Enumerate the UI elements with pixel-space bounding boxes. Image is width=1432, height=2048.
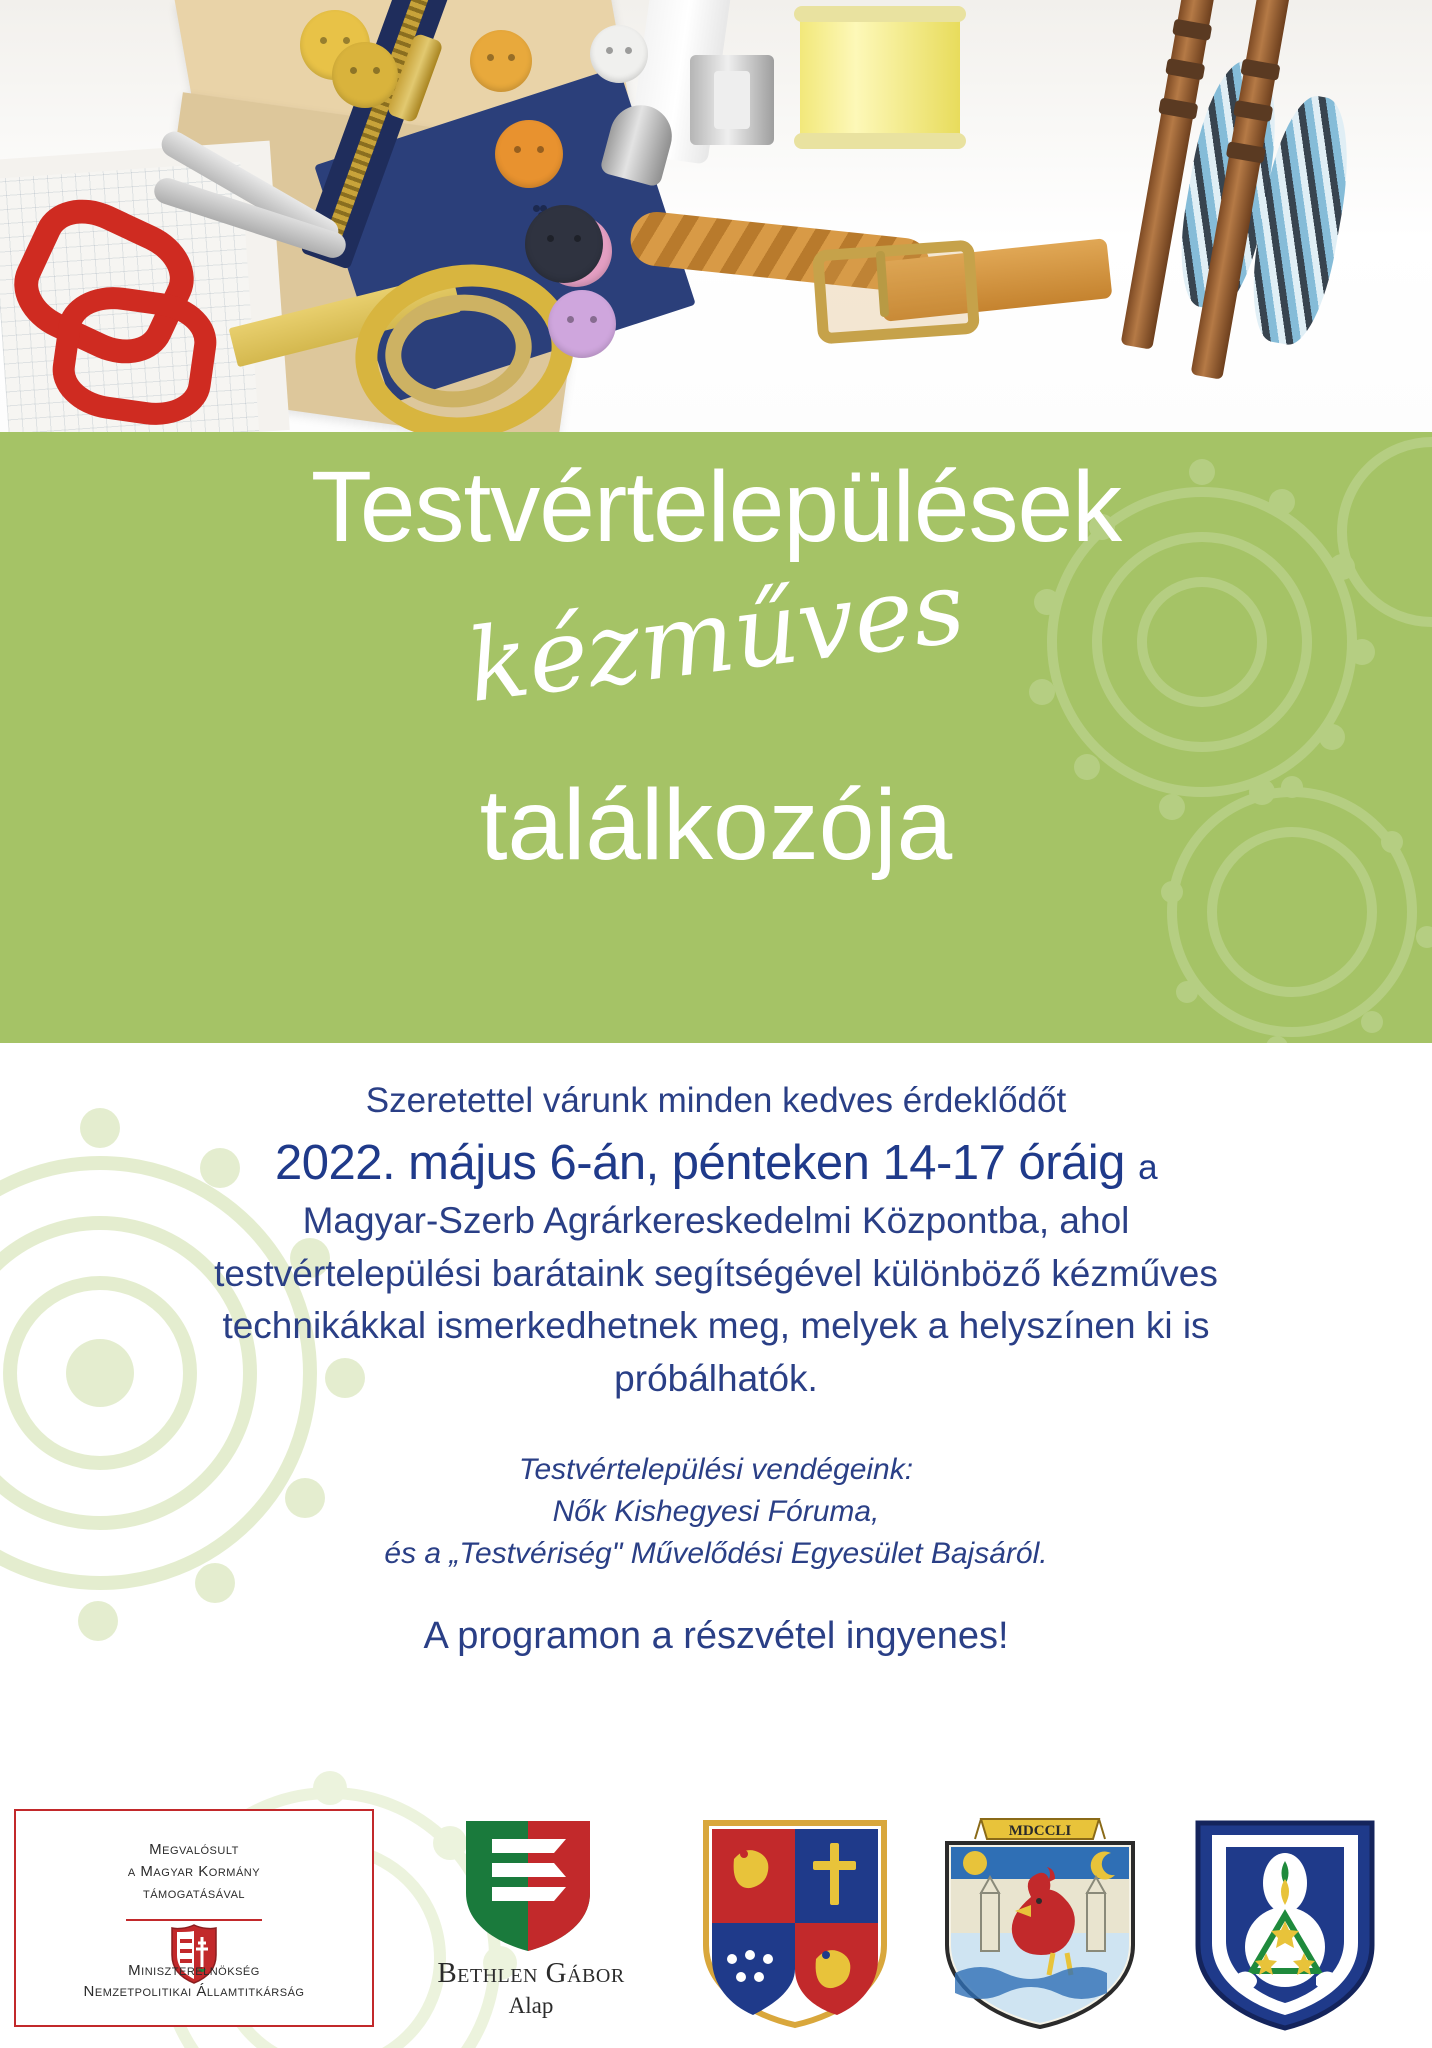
button-icon xyxy=(590,25,648,83)
bobbin-icon xyxy=(690,55,774,145)
description-paragraph xyxy=(66,1195,1366,1405)
thread-spool-icon xyxy=(800,10,960,145)
button-icon xyxy=(332,42,398,108)
bracelet-buckle xyxy=(812,239,980,344)
leather-bracelet-icon xyxy=(630,195,1100,345)
support-bottom-text xyxy=(16,1960,372,2004)
button-icon xyxy=(548,290,616,358)
date-suffix: a xyxy=(1138,1148,1158,1187)
guests-heading: Testvértelepülési vendégeink: xyxy=(518,1453,914,1487)
support-line: Megvalósult xyxy=(149,1841,239,1858)
poster-title-line3: találkozója xyxy=(479,769,953,881)
event-date-line xyxy=(0,1135,1432,1191)
support-line: támogatásával xyxy=(142,1884,246,1902)
support-line: a Magyar Kormány xyxy=(127,1862,261,1880)
poster-body xyxy=(0,1043,1432,2048)
header-photo xyxy=(0,0,1432,432)
ministry-line: Miniszterelnökség xyxy=(128,1961,260,1979)
button-icon xyxy=(495,120,563,188)
bga-shield-icon xyxy=(458,1815,598,1955)
button-icon xyxy=(470,30,532,92)
button-icon xyxy=(525,205,603,283)
description-line: Magyar-Szerb Agrárkereskedelmi Központba, ahol xyxy=(302,1200,1130,1241)
hungarian-government-support-logo xyxy=(14,1809,374,2027)
description-line: próbálhatók. xyxy=(614,1357,818,1399)
poster-text-block xyxy=(0,1081,1432,1658)
coat-of-arms-rooster xyxy=(935,1813,1145,2033)
bethlen-gabor-alap-logo xyxy=(392,1815,670,2025)
support-top-text xyxy=(16,1839,372,1904)
ministry-line: Nemzetpolitikai Államtitkárság xyxy=(83,1983,305,2001)
guest-name: Nők Kishegyesi Fóruma, xyxy=(552,1495,880,1529)
title-band xyxy=(0,432,1432,1043)
guest-name: és a „Testvériség" Művelődési Egyesület Bajsáról. xyxy=(384,1537,1048,1571)
logo-row xyxy=(0,1803,1432,2038)
intro-line: Szeretettel várunk minden kedves érdeklődőt xyxy=(365,1081,1067,1120)
description-line: technikákkal ismerkedhetnek meg, melyek a helyszínen ki is xyxy=(222,1305,1210,1347)
coat-of-arms-blue-shield xyxy=(1190,1817,1380,2032)
bga-subtitle: Alap xyxy=(508,1993,554,2018)
description-line: testvértelepülési barátaink segítségével különböző kézműves xyxy=(214,1252,1218,1294)
guests-block xyxy=(0,1449,1432,1575)
free-participation-note: A programon a részvétel ingyenes! xyxy=(423,1615,1009,1658)
event-date: 2022. május 6-án, pénteken 14-17 óráig xyxy=(274,1136,1125,1190)
poster-title-line1: Testvértelepülések xyxy=(310,451,1122,563)
coat-of-arms-quartered xyxy=(700,1819,890,2029)
bga-title: Bethlen Gábor xyxy=(437,1957,625,1989)
logo-divider xyxy=(126,1919,262,1921)
poster-title-script: kézműves xyxy=(461,548,971,725)
coat-inscription: MDCCLI xyxy=(1008,1823,1072,1839)
